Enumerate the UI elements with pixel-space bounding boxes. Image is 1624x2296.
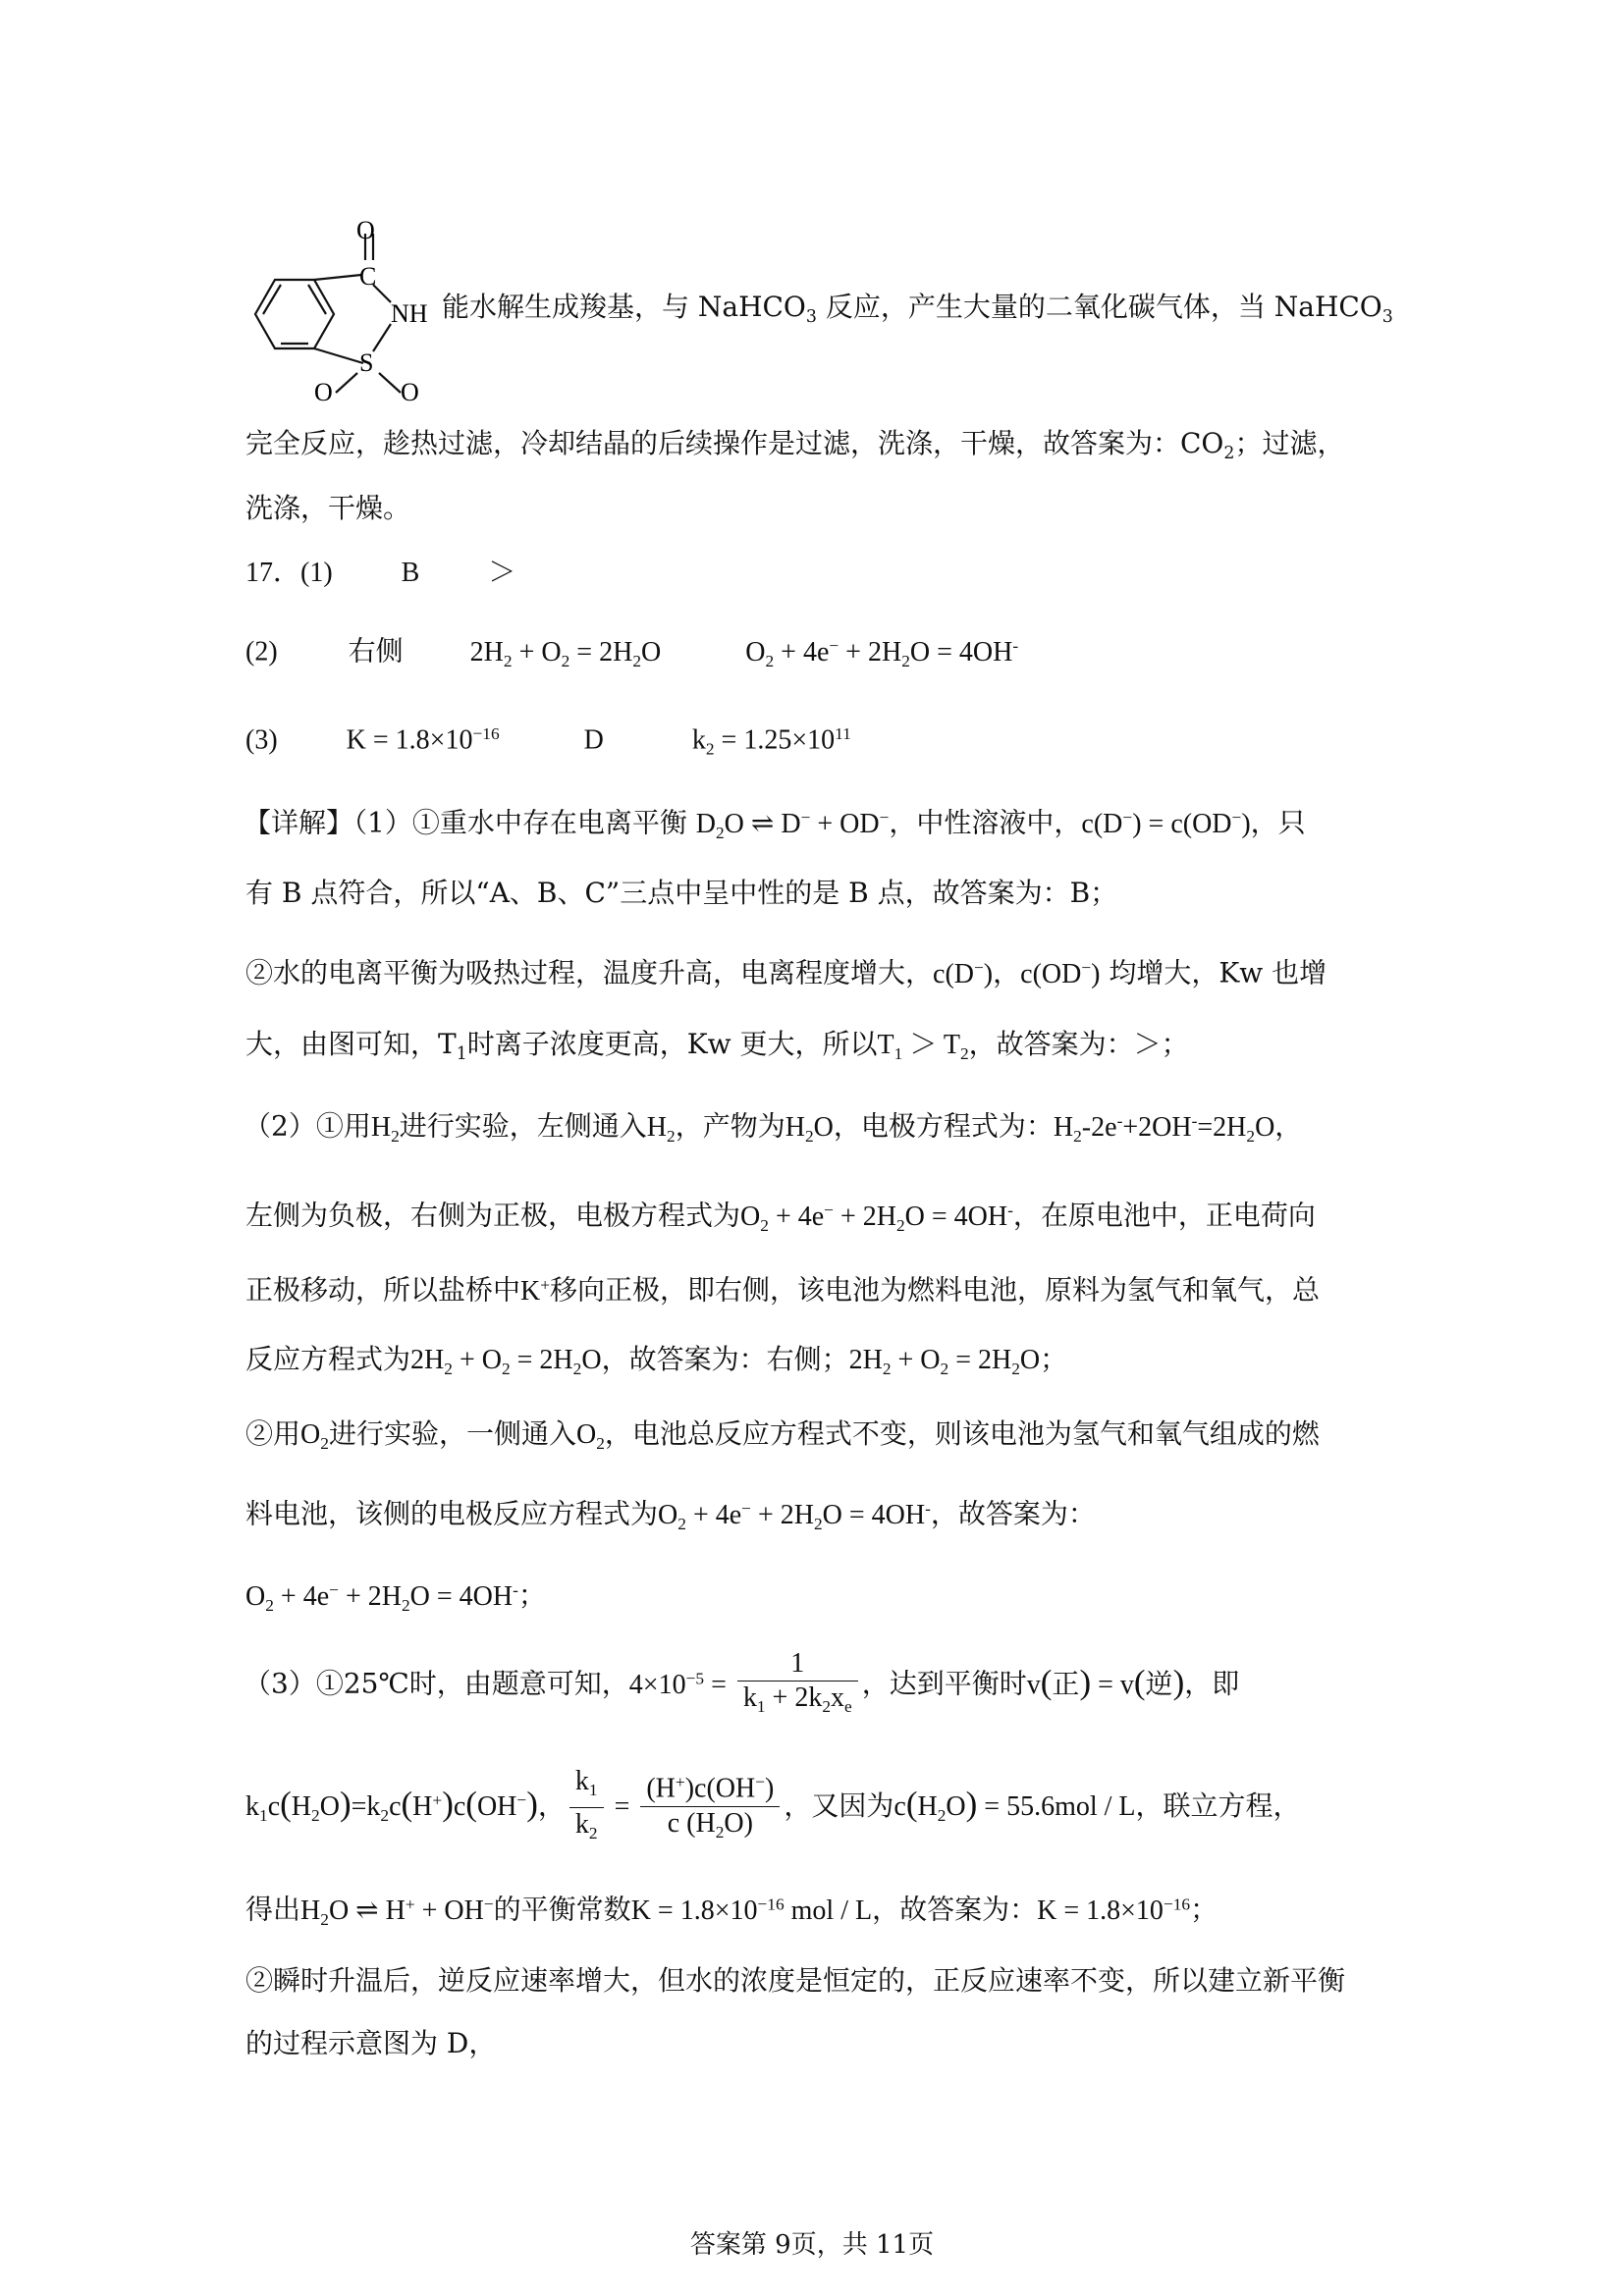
- detail-line: ②用$O_2$进行实验，一侧通入$O_2$，电池总反应方程式不变，则该电池为氢气和氧气组成的燃: [245, 1417, 1320, 1454]
- saccharin-structure: [245, 206, 442, 402]
- detail-line: $k_1c(H_2O)=k_2c(H^+)c(OH^-)$， $\frac{k_1}{k_2}$ = $\frac{(H^+)c(OH^-)}{c (H_2O)}$ ，又因为$c(H_2O) = 55.6mol / L$，联立方程，: [245, 1766, 1301, 1843]
- detail-line: ②瞬时升温后，逆反应速率增大，但水的浓度是恒定的，正反应速率不变，所以建立新平衡: [245, 1964, 1346, 1997]
- sulfur-label: S: [359, 348, 374, 377]
- detail-line: 正极移动，所以盐桥中K+移向正极，即右侧，该电池为燃料电池，原料为氢气和氧气，总: [245, 1273, 1321, 1307]
- detail-line: （2）①用$H_2$进行实验，左侧通入$H_2$，产物为$H_2O$，电极方程式为：$H_2-2e^-+2OH^-=2H_2O$，: [244, 1109, 1303, 1146]
- detail-line: 的过程示意图为 D，: [245, 2027, 497, 2059]
- oxygen-label: O: [401, 378, 419, 402]
- detail-line: 反应方程式为$2H_2 + O_2 = 2H_2O$，故答案为：右侧；$2H_2 + O_2 = 2H_2O$；: [245, 1343, 1068, 1379]
- detail-line: （3）①25℃时，由题意可知，$4\times 10^{-5}$ = $\frac{1}{k_1 + 2k_2x_e}$ ，达到平衡时v(正) = v(逆)，即: [244, 1648, 1240, 1717]
- answer-17-2: (2) 右侧 $2H_2 + O_2 = 2H_2O$ $O_2 + 4e^- + 2H_2O = 4OH^-$: [245, 636, 1019, 670]
- answer-17-3: (3) $K = 1.8\times 10^{-16}$ D $k_2 = 1.25\times 10^{11}$: [245, 724, 851, 759]
- answer-17-1: 17．(1) B ＞: [245, 558, 516, 588]
- page-footer: 答案第 9页，共 11页: [689, 2230, 935, 2260]
- nh-label: NH: [391, 299, 428, 328]
- paragraph-line: 洗涤，干燥。: [245, 492, 411, 524]
- detail-line: 【详解】（1）①重水中存在电离平衡 $D_2O$ ⇌ D− + OD−，中性溶液中，c(D−) = c(OD−)，只: [244, 806, 1306, 842]
- carbon-label: C: [359, 262, 377, 291]
- detail-line: 得出$H_2O$ ⇌ H+ + OH−的平衡常数$K = 1.8\times 10^{-16}$ mol / L，故答案为：$K = 1.8\times 10^{-16}$；: [245, 1893, 1218, 1929]
- detail-line: ②水的电离平衡为吸热过程，温度升高，电离程度增大，c(D−)，c(OD−) 均增大，Kw 也增: [245, 956, 1327, 989]
- detail-line: 大，由图可知，$T_1$时离子浓度更高，Kw 更大，所以$T_1 > T_2$，故答案为：＞；: [245, 1028, 1189, 1065]
- paragraph-line: 能水解生成羧基，与 NaHCO$_3$ 反应，产生大量的二氧化碳气体，当 NaHCO$_3$: [442, 291, 1393, 328]
- oxygen-label: O: [314, 378, 333, 402]
- oxygen-label: O: [356, 216, 375, 244]
- detail-line: $O_2 + 4e^- + 2H_2O = 4OH^-$；: [245, 1578, 546, 1615]
- detail-line: 左侧为负极，右侧为正极，电极方程式为$O_2 + 4e^- + 2H_2O = 4OH^-$，在原电池中，正电荷向: [245, 1199, 1316, 1235]
- detail-line: 料电池，该侧的电极反应方程式为$O_2 + 4e^- + 2H_2O = 4OH^-$，故答案为：: [245, 1497, 1096, 1533]
- paragraph-line: 完全反应，趁热过滤，冷却结晶的后续操作是过滤，洗涤，干燥，故答案为：$CO_2$；过滤，: [245, 427, 1345, 464]
- detail-line: 有 B 点符合，所以“A、B、C”三点中呈中性的是 B 点，故答案为：B；: [245, 877, 1118, 909]
